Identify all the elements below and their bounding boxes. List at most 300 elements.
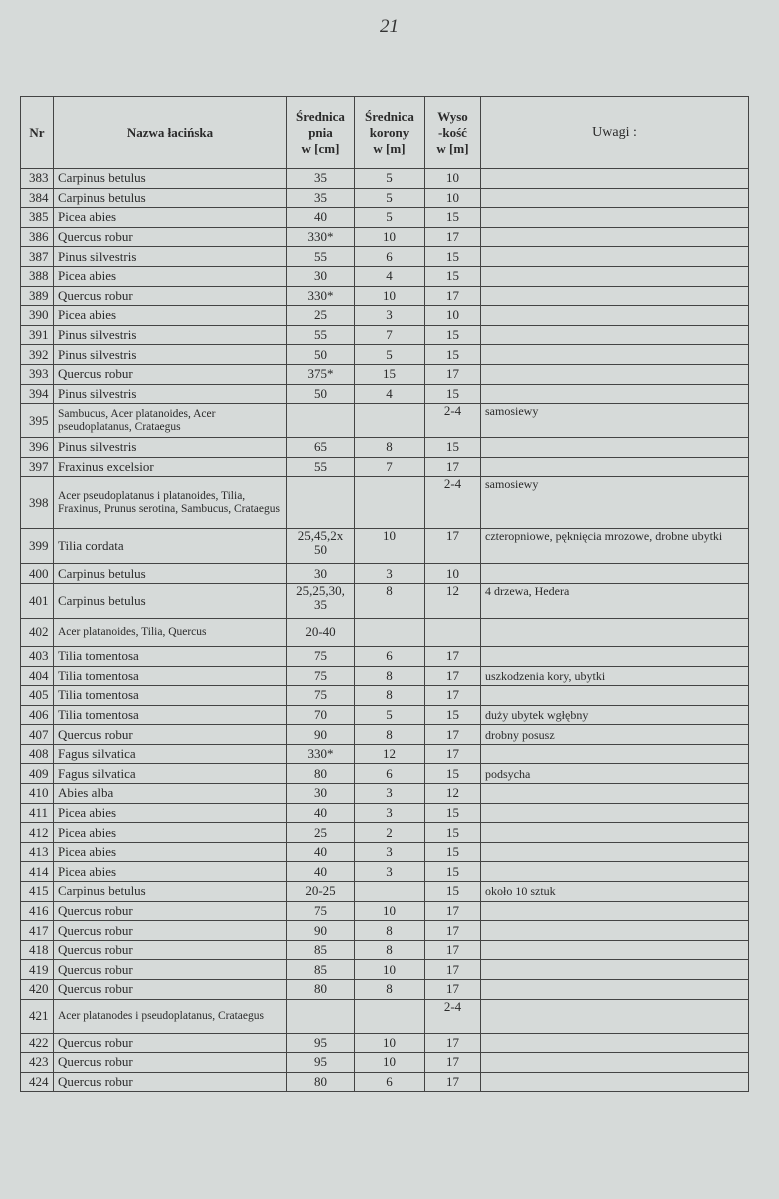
row-nr-cell: 403 <box>21 646 54 666</box>
row-notes-cell <box>481 169 749 189</box>
row-notes-cell <box>481 901 749 921</box>
row-nr-cell: 387 <box>21 247 54 267</box>
header-crown-diameter: Średnica korony w [m] <box>355 97 425 169</box>
row-trunk-diameter-cell: 75 <box>287 901 355 921</box>
row-nr-cell: 419 <box>21 960 54 980</box>
row-height-cell: 15 <box>425 208 481 228</box>
row-trunk-diameter-cell: 330* <box>287 286 355 306</box>
row-notes-cell <box>481 1072 749 1092</box>
row-trunk-diameter-cell: 50 <box>287 384 355 404</box>
row-height-cell: 12 <box>425 784 481 804</box>
row-crown-diameter-cell: 5 <box>355 705 425 725</box>
row-nr-cell: 418 <box>21 940 54 960</box>
row-trunk-diameter-cell: 65 <box>287 438 355 458</box>
row-notes-cell <box>481 188 749 208</box>
row-height-cell: 15 <box>425 705 481 725</box>
row-trunk-diameter-cell: 20-40 <box>287 618 355 646</box>
row-nr-cell: 423 <box>21 1053 54 1073</box>
row-nr-cell: 409 <box>21 764 54 784</box>
row-nr-cell: 424 <box>21 1072 54 1092</box>
table-row <box>21 823 749 843</box>
row-trunk-diameter-cell: 25,25,30, 35 <box>287 583 355 618</box>
table-row <box>21 188 749 208</box>
row-height-cell: 17 <box>425 457 481 477</box>
row-latin-name-cell: Quercus robur <box>54 364 287 384</box>
row-latin-name-cell: Acer platanodes i pseudoplatanus, Crataegus <box>54 999 287 1033</box>
table-header-row <box>21 97 749 169</box>
row-latin-name-cell: Picea abies <box>54 823 287 843</box>
row-notes-cell <box>481 1053 749 1073</box>
row-nr-cell: 395 <box>21 404 54 438</box>
row-trunk-diameter-cell: 90 <box>287 921 355 941</box>
row-notes-cell <box>481 999 749 1033</box>
row-crown-diameter-cell: 8 <box>355 940 425 960</box>
table-row <box>21 842 749 862</box>
row-trunk-diameter-cell: 75 <box>287 666 355 686</box>
row-crown-diameter-cell: 3 <box>355 306 425 326</box>
row-trunk-diameter-cell: 95 <box>287 1053 355 1073</box>
table-row <box>21 1053 749 1073</box>
row-notes-cell <box>481 364 749 384</box>
row-latin-name-cell: Tilia tomentosa <box>54 666 287 686</box>
row-height-cell: 17 <box>425 725 481 745</box>
row-crown-diameter-cell <box>355 999 425 1033</box>
row-trunk-diameter-cell: 375* <box>287 364 355 384</box>
row-latin-name-cell: Pinus silvestris <box>54 325 287 345</box>
row-nr-cell: 388 <box>21 266 54 286</box>
row-trunk-diameter-cell: 40 <box>287 803 355 823</box>
table-row <box>21 306 749 326</box>
row-crown-diameter-cell: 8 <box>355 583 425 618</box>
row-height-cell: 15 <box>425 325 481 345</box>
row-notes-cell <box>481 862 749 882</box>
row-height-cell: 17 <box>425 227 481 247</box>
row-crown-diameter-cell: 10 <box>355 529 425 564</box>
row-nr-cell: 401 <box>21 583 54 618</box>
row-trunk-diameter-cell: 95 <box>287 1033 355 1053</box>
row-crown-diameter-cell: 7 <box>355 457 425 477</box>
row-notes-cell <box>481 784 749 804</box>
row-crown-diameter-cell: 10 <box>355 286 425 306</box>
row-trunk-diameter-cell: 25,45,2x 50 <box>287 529 355 564</box>
table-row <box>21 686 749 706</box>
row-crown-diameter-cell: 8 <box>355 980 425 1000</box>
row-notes-cell: podsycha <box>481 764 749 784</box>
row-latin-name-cell: Pinus silvestris <box>54 438 287 458</box>
row-nr-cell: 396 <box>21 438 54 458</box>
row-height-cell: 17 <box>425 686 481 706</box>
row-notes-cell <box>481 823 749 843</box>
table-row <box>21 862 749 882</box>
row-nr-cell: 384 <box>21 188 54 208</box>
row-height-cell: 15 <box>425 803 481 823</box>
table-row <box>21 325 749 345</box>
row-crown-diameter-cell: 10 <box>355 901 425 921</box>
row-trunk-diameter-cell: 30 <box>287 564 355 584</box>
table-row <box>21 1072 749 1092</box>
row-height-cell: 17 <box>425 1072 481 1092</box>
row-latin-name-cell: Sambucus, Acer platanoides, Acer pseudoplatanus, Crataegus <box>54 404 287 438</box>
row-crown-diameter-cell <box>355 477 425 529</box>
row-notes-cell <box>481 227 749 247</box>
table-row <box>21 364 749 384</box>
row-notes-cell <box>481 286 749 306</box>
row-trunk-diameter-cell: 85 <box>287 960 355 980</box>
row-height-cell: 15 <box>425 842 481 862</box>
row-trunk-diameter-cell: 40 <box>287 208 355 228</box>
row-height-cell: 17 <box>425 646 481 666</box>
row-height-cell: 17 <box>425 901 481 921</box>
row-nr-cell: 410 <box>21 784 54 804</box>
row-latin-name-cell: Acer pseudoplatanus i platanoides, Tilia, Fraxinus, Prunus serotina, Sambucus, Crataegus <box>54 477 287 529</box>
row-crown-diameter-cell: 10 <box>355 1053 425 1073</box>
row-latin-name-cell: Fagus silvatica <box>54 764 287 784</box>
row-nr-cell: 399 <box>21 529 54 564</box>
table-row <box>21 247 749 267</box>
tree-inventory-table <box>20 96 749 1092</box>
row-crown-diameter-cell: 4 <box>355 266 425 286</box>
table-row <box>21 618 749 646</box>
row-latin-name-cell: Acer platanoides, Tilia, Quercus <box>54 618 287 646</box>
row-height-cell: 17 <box>425 666 481 686</box>
table-row <box>21 384 749 404</box>
table-row <box>21 266 749 286</box>
row-trunk-diameter-cell <box>287 999 355 1033</box>
row-latin-name-cell: Picea abies <box>54 306 287 326</box>
row-height-cell: 17 <box>425 960 481 980</box>
table-row <box>21 529 749 564</box>
table-row <box>21 438 749 458</box>
row-height-cell: 17 <box>425 940 481 960</box>
row-notes-cell <box>481 345 749 365</box>
row-height-cell: 15 <box>425 764 481 784</box>
row-trunk-diameter-cell: 90 <box>287 725 355 745</box>
row-nr-cell: 400 <box>21 564 54 584</box>
row-trunk-diameter-cell <box>287 404 355 438</box>
row-latin-name-cell: Quercus robur <box>54 940 287 960</box>
row-latin-name-cell: Quercus robur <box>54 960 287 980</box>
row-notes-cell <box>481 438 749 458</box>
row-notes-cell <box>481 457 749 477</box>
row-crown-diameter-cell: 3 <box>355 862 425 882</box>
row-crown-diameter-cell: 5 <box>355 345 425 365</box>
row-nr-cell: 397 <box>21 457 54 477</box>
row-latin-name-cell: Picea abies <box>54 208 287 228</box>
row-latin-name-cell: Carpinus betulus <box>54 882 287 902</box>
row-latin-name-cell: Quercus robur <box>54 286 287 306</box>
table-row <box>21 882 749 902</box>
row-latin-name-cell: Picea abies <box>54 803 287 823</box>
row-nr-cell: 394 <box>21 384 54 404</box>
row-trunk-diameter-cell: 55 <box>287 247 355 267</box>
row-trunk-diameter-cell: 330* <box>287 744 355 764</box>
row-height-cell: 17 <box>425 980 481 1000</box>
row-notes-cell <box>481 646 749 666</box>
row-trunk-diameter-cell: 80 <box>287 980 355 1000</box>
table-row <box>21 169 749 189</box>
row-nr-cell: 420 <box>21 980 54 1000</box>
row-nr-cell: 411 <box>21 803 54 823</box>
row-nr-cell: 421 <box>21 999 54 1033</box>
row-trunk-diameter-cell: 35 <box>287 169 355 189</box>
row-latin-name-cell: Pinus silvestris <box>54 247 287 267</box>
row-nr-cell: 412 <box>21 823 54 843</box>
row-nr-cell: 391 <box>21 325 54 345</box>
row-latin-name-cell: Quercus robur <box>54 227 287 247</box>
row-latin-name-cell: Picea abies <box>54 862 287 882</box>
table-row <box>21 666 749 686</box>
row-height-cell: 10 <box>425 169 481 189</box>
row-crown-diameter-cell: 6 <box>355 247 425 267</box>
row-nr-cell: 389 <box>21 286 54 306</box>
row-crown-diameter-cell: 7 <box>355 325 425 345</box>
row-crown-diameter-cell: 10 <box>355 227 425 247</box>
row-crown-diameter-cell: 6 <box>355 764 425 784</box>
row-notes-cell: 4 drzewa, Hedera <box>481 583 749 618</box>
row-trunk-diameter-cell: 20-25 <box>287 882 355 902</box>
row-nr-cell: 392 <box>21 345 54 365</box>
row-trunk-diameter-cell: 50 <box>287 345 355 365</box>
row-latin-name-cell: Carpinus betulus <box>54 169 287 189</box>
row-height-cell: 15 <box>425 266 481 286</box>
row-nr-cell: 414 <box>21 862 54 882</box>
row-nr-cell: 413 <box>21 842 54 862</box>
row-notes-cell <box>481 980 749 1000</box>
table-row <box>21 1033 749 1053</box>
row-latin-name-cell: Quercus robur <box>54 1033 287 1053</box>
row-height-cell: 12 <box>425 583 481 618</box>
row-notes-cell <box>481 744 749 764</box>
row-nr-cell: 402 <box>21 618 54 646</box>
table-row <box>21 404 749 438</box>
row-notes-cell <box>481 803 749 823</box>
row-nr-cell: 405 <box>21 686 54 706</box>
row-height-cell: 15 <box>425 862 481 882</box>
row-trunk-diameter-cell: 55 <box>287 457 355 477</box>
table-row <box>21 345 749 365</box>
row-crown-diameter-cell <box>355 404 425 438</box>
row-height-cell: 15 <box>425 345 481 365</box>
row-crown-diameter-cell: 5 <box>355 208 425 228</box>
row-latin-name-cell: Picea abies <box>54 266 287 286</box>
row-nr-cell: 393 <box>21 364 54 384</box>
row-crown-diameter-cell: 3 <box>355 564 425 584</box>
row-notes-cell <box>481 247 749 267</box>
row-notes-cell <box>481 384 749 404</box>
table-body <box>21 169 749 1092</box>
row-notes-cell: duży ubytek wgłębny <box>481 705 749 725</box>
table-row <box>21 960 749 980</box>
row-latin-name-cell: Quercus robur <box>54 1072 287 1092</box>
row-latin-name-cell: Tilia tomentosa <box>54 686 287 706</box>
row-height-cell: 2-4 <box>425 999 481 1033</box>
table-row <box>21 940 749 960</box>
row-nr-cell: 404 <box>21 666 54 686</box>
table-row <box>21 208 749 228</box>
row-notes-cell: czteropniowe, pęknięcia mrozowe, drobne ubytki <box>481 529 749 564</box>
row-height-cell: 17 <box>425 744 481 764</box>
row-crown-diameter-cell: 3 <box>355 842 425 862</box>
row-crown-diameter-cell: 6 <box>355 646 425 666</box>
row-crown-diameter-cell: 10 <box>355 960 425 980</box>
table-row <box>21 583 749 618</box>
row-nr-cell: 385 <box>21 208 54 228</box>
row-height-cell: 2-4 <box>425 477 481 529</box>
table-row <box>21 803 749 823</box>
row-latin-name-cell: Fraxinus excelsior <box>54 457 287 477</box>
row-latin-name-cell: Picea abies <box>54 842 287 862</box>
row-latin-name-cell: Carpinus betulus <box>54 564 287 584</box>
row-latin-name-cell: Carpinus betulus <box>54 188 287 208</box>
row-nr-cell: 415 <box>21 882 54 902</box>
row-trunk-diameter-cell: 35 <box>287 188 355 208</box>
table-row <box>21 227 749 247</box>
row-trunk-diameter-cell: 75 <box>287 686 355 706</box>
row-trunk-diameter-cell: 40 <box>287 842 355 862</box>
table-row <box>21 764 749 784</box>
table-row <box>21 286 749 306</box>
row-nr-cell: 416 <box>21 901 54 921</box>
row-crown-diameter-cell <box>355 882 425 902</box>
header-notes: Uwagi : <box>481 97 749 169</box>
row-height-cell: 17 <box>425 529 481 564</box>
row-trunk-diameter-cell: 25 <box>287 306 355 326</box>
row-nr-cell: 386 <box>21 227 54 247</box>
row-nr-cell: 383 <box>21 169 54 189</box>
table-row <box>21 564 749 584</box>
row-crown-diameter-cell: 5 <box>355 169 425 189</box>
row-trunk-diameter-cell: 55 <box>287 325 355 345</box>
table-row <box>21 477 749 529</box>
row-trunk-diameter-cell: 30 <box>287 784 355 804</box>
row-height-cell: 2-4 <box>425 404 481 438</box>
row-latin-name-cell: Carpinus betulus <box>54 583 287 618</box>
row-nr-cell: 422 <box>21 1033 54 1053</box>
table-row <box>21 980 749 1000</box>
row-crown-diameter-cell: 8 <box>355 725 425 745</box>
row-height-cell: 17 <box>425 286 481 306</box>
row-crown-diameter-cell: 10 <box>355 1033 425 1053</box>
row-height-cell: 15 <box>425 247 481 267</box>
row-latin-name-cell: Quercus robur <box>54 901 287 921</box>
row-latin-name-cell: Quercus robur <box>54 725 287 745</box>
table-row <box>21 725 749 745</box>
row-latin-name-cell: Tilia tomentosa <box>54 705 287 725</box>
row-height-cell <box>425 618 481 646</box>
header-height: Wyso -kość w [m] <box>425 97 481 169</box>
header-nr: Nr <box>21 97 54 169</box>
row-trunk-diameter-cell: 330* <box>287 227 355 247</box>
row-notes-cell <box>481 1033 749 1053</box>
row-notes-cell: samosiewy <box>481 404 749 438</box>
row-trunk-diameter-cell: 80 <box>287 1072 355 1092</box>
row-crown-diameter-cell: 8 <box>355 686 425 706</box>
row-nr-cell: 417 <box>21 921 54 941</box>
row-nr-cell: 398 <box>21 477 54 529</box>
row-notes-cell <box>481 618 749 646</box>
table-row <box>21 901 749 921</box>
row-notes-cell <box>481 325 749 345</box>
row-crown-diameter-cell: 15 <box>355 364 425 384</box>
row-trunk-diameter-cell: 25 <box>287 823 355 843</box>
row-crown-diameter-cell: 3 <box>355 803 425 823</box>
table-row <box>21 921 749 941</box>
row-crown-diameter-cell: 8 <box>355 666 425 686</box>
row-nr-cell: 408 <box>21 744 54 764</box>
row-trunk-diameter-cell: 75 <box>287 646 355 666</box>
row-crown-diameter-cell: 5 <box>355 188 425 208</box>
row-crown-diameter-cell: 2 <box>355 823 425 843</box>
table-row <box>21 705 749 725</box>
row-trunk-diameter-cell <box>287 477 355 529</box>
row-crown-diameter-cell: 6 <box>355 1072 425 1092</box>
row-trunk-diameter-cell: 40 <box>287 862 355 882</box>
page-number: 21 <box>380 16 399 37</box>
row-height-cell: 10 <box>425 564 481 584</box>
row-notes-cell: uszkodzenia kory, ubytki <box>481 666 749 686</box>
row-height-cell: 17 <box>425 364 481 384</box>
row-crown-diameter-cell: 8 <box>355 921 425 941</box>
row-crown-diameter-cell: 8 <box>355 438 425 458</box>
table-row <box>21 744 749 764</box>
row-notes-cell: około 10 sztuk <box>481 882 749 902</box>
row-height-cell: 17 <box>425 1033 481 1053</box>
table-row <box>21 784 749 804</box>
row-notes-cell <box>481 306 749 326</box>
row-height-cell: 15 <box>425 438 481 458</box>
row-latin-name-cell: Quercus robur <box>54 921 287 941</box>
row-crown-diameter-cell: 4 <box>355 384 425 404</box>
row-notes-cell <box>481 266 749 286</box>
row-notes-cell <box>481 208 749 228</box>
row-notes-cell <box>481 960 749 980</box>
row-latin-name-cell: Pinus silvestris <box>54 345 287 365</box>
row-notes-cell <box>481 686 749 706</box>
table-row <box>21 457 749 477</box>
row-height-cell: 17 <box>425 921 481 941</box>
row-height-cell: 10 <box>425 188 481 208</box>
row-latin-name-cell: Tilia cordata <box>54 529 287 564</box>
row-height-cell: 15 <box>425 882 481 902</box>
table-row <box>21 646 749 666</box>
row-latin-name-cell: Pinus silvestris <box>54 384 287 404</box>
row-latin-name-cell: Abies alba <box>54 784 287 804</box>
header-latin-name: Nazwa łacińska <box>54 97 287 169</box>
row-latin-name-cell: Quercus robur <box>54 980 287 1000</box>
row-height-cell: 17 <box>425 1053 481 1073</box>
row-latin-name-cell: Quercus robur <box>54 1053 287 1073</box>
row-crown-diameter-cell: 3 <box>355 784 425 804</box>
row-nr-cell: 390 <box>21 306 54 326</box>
row-trunk-diameter-cell: 70 <box>287 705 355 725</box>
row-height-cell: 15 <box>425 823 481 843</box>
table-row <box>21 999 749 1033</box>
row-notes-cell: samosiewy <box>481 477 749 529</box>
row-trunk-diameter-cell: 85 <box>287 940 355 960</box>
row-trunk-diameter-cell: 30 <box>287 266 355 286</box>
row-crown-diameter-cell: 12 <box>355 744 425 764</box>
row-notes-cell <box>481 564 749 584</box>
header-trunk-diameter: Średnica pnia w [cm] <box>287 97 355 169</box>
row-nr-cell: 407 <box>21 725 54 745</box>
row-notes-cell <box>481 921 749 941</box>
row-notes-cell <box>481 842 749 862</box>
row-height-cell: 15 <box>425 384 481 404</box>
row-notes-cell <box>481 940 749 960</box>
row-crown-diameter-cell <box>355 618 425 646</box>
row-latin-name-cell: Tilia tomentosa <box>54 646 287 666</box>
row-notes-cell: drobny posusz <box>481 725 749 745</box>
